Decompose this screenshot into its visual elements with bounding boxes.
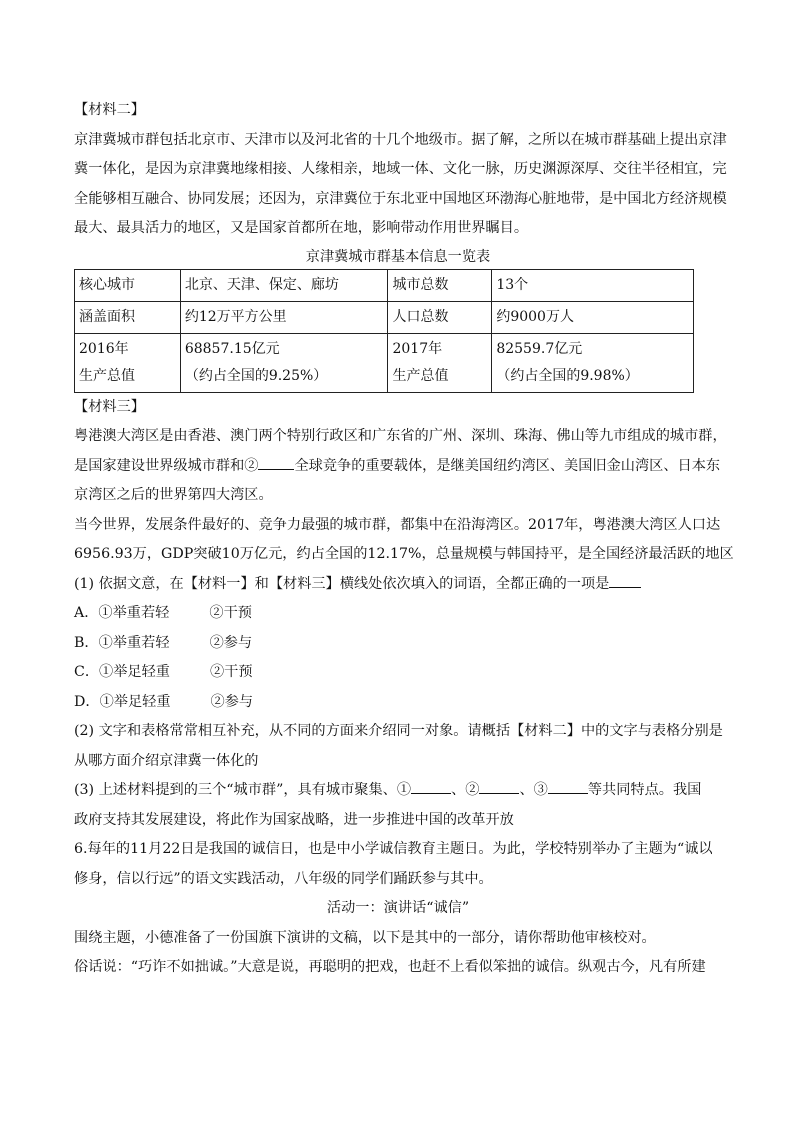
table-cell: 城市总数	[388, 269, 492, 301]
material-three-line	[74, 452, 722, 482]
option-a[interactable]	[74, 599, 722, 629]
text-span: 是国家建设世界级城市群和②	[74, 457, 259, 474]
material-two-heading: 【材料二】	[74, 102, 145, 118]
activity-title: 活动一：演讲话“诚信”	[326, 900, 470, 916]
table-row	[75, 269, 694, 301]
question-text: 、②	[451, 782, 480, 798]
cell-line: （约占全国的9.25%）	[184, 367, 328, 384]
table-row	[75, 301, 694, 333]
material-two-line: 最大、最具活力的地区，又是国家首都所在地，影响带动作用世界瞩目。	[74, 220, 529, 236]
activity-line: 俗话说：“巧诈不如拙诚。”大意是说，再聪明的把戏，也赶不上看似笨拙的诚信。纵观古今，凡有所建	[74, 959, 706, 975]
cell-line: 2016年	[79, 340, 129, 357]
option-b[interactable]	[74, 629, 722, 659]
cell-line: 82559.7亿元	[496, 340, 583, 357]
table-row	[75, 333, 694, 392]
option-label: B．①举重若轻	[74, 634, 170, 651]
option-label: ②干预	[209, 664, 253, 680]
option-label: C．①举足轻重	[74, 664, 170, 680]
table-cell: 约12万平方公里	[180, 301, 388, 333]
question-six-line: 6.每年的11月22日是我国的诚信日，也是中小学诚信教育主题日。为此，学校特别举办了主题为“诚以	[74, 841, 713, 857]
cell-line: 2017年	[392, 340, 443, 357]
option-d[interactable]	[74, 688, 722, 718]
question-text: (1) 依据文意，在【材料一】和【材料三】横线处依次填入的词语，全都正确的一项是	[74, 575, 610, 592]
cell-line: （约占全国的9.98%）	[496, 367, 639, 384]
answer-blank[interactable]	[609, 573, 641, 588]
question-text: (3) 上述材料提到的三个“城市群”，具有城市聚集、①	[74, 782, 412, 798]
material-three-line: 京湾区之后的世界第四大湾区。	[74, 487, 273, 503]
material-three-line: 6956.93万，GDP突破10万亿元，约占全国的12.17%，总量规模与韩国持平，是全国经济最活跃的地区	[74, 546, 734, 562]
option-c[interactable]	[74, 658, 722, 688]
option-label: ②参与	[210, 693, 254, 710]
table-cell: 人口总数	[388, 301, 492, 333]
cell-line: 生产总值	[79, 367, 135, 384]
table-cell: 核心城市	[75, 269, 181, 301]
question-text: 等共同特点。我国	[587, 782, 702, 798]
option-label: ②参与	[209, 634, 253, 651]
cell-line: 生产总值	[392, 367, 449, 384]
table-cell	[75, 333, 181, 392]
answer-blank[interactable]	[548, 779, 588, 794]
info-table	[74, 269, 694, 393]
text-span: 全球竞争的重要载体，是继美国纽约湾区、美国旧金山湾区、日本东	[294, 457, 721, 474]
question-six-line: 修身，信以行远”的语文实践活动，八年级的同学们踊跃参与其中。	[74, 870, 493, 887]
table-cell	[492, 333, 694, 392]
material-two-line: 京津冀城市群包括北京市、天津市以及河北省的十几个地级市。据了解，之所以在城市群基础上提出京津	[74, 131, 727, 148]
activity-line: 围绕主题，小德准备了一份国旗下演讲的文稿，以下是其中的一部分，请你帮助他审核校对。	[74, 929, 656, 946]
document-page	[74, 96, 734, 983]
table-cell: 涵盖面积	[75, 301, 181, 333]
table-cell: 13个	[492, 269, 694, 301]
option-label: D．①举足轻重	[74, 693, 171, 710]
answer-blank[interactable]	[479, 779, 519, 794]
question-two-line: 从哪方面介绍京津冀一体化的	[74, 752, 259, 769]
material-three-line: 当今世界，发展条件最好的、竞争力最强的城市群，都集中在沿海湾区。2017年，粤港澳大湾区人口达	[74, 516, 721, 533]
table-cell	[388, 333, 492, 392]
material-three-heading: 【材料三】	[74, 398, 145, 415]
question-three-line: 政府支持其发展建设，将此作为国家战略，进一步推进中国的改革开放	[74, 811, 514, 828]
question-two-line: (2) 文字和表格常常相互补充，从不同的方面来介绍同一对象。请概括【材料二】中的文字与表格分别是	[74, 723, 723, 739]
table-cell	[180, 333, 388, 392]
option-label: ②干预	[209, 605, 252, 621]
question-text: 、③	[519, 782, 548, 798]
table-cell: 北京、天津、保定、廊坊	[180, 269, 388, 301]
question-three-line	[74, 776, 722, 806]
material-three-line: 粤港澳大湾区是由香港、澳门两个特别行政区和广东省的广州、深圳、珠海、佛山等九市组成的城市群，	[74, 428, 727, 444]
material-two-line: 冀一体化，是因为京津冀地缘相接、人缘相亲，地域一体、文化一脉，历史渊源深厚、交往半径相宜，完	[74, 161, 727, 177]
material-two-line: 全能够相互融合、协同发展；还因为，京津冀位于东北亚中国地区环渤海心脏地带，是中国北方经济规模	[74, 190, 727, 207]
table-cell: 约9000万人	[492, 301, 694, 333]
answer-blank[interactable]	[258, 455, 294, 470]
table-caption: 京津冀城市群基本信息一览表	[305, 248, 491, 265]
answer-blank[interactable]	[411, 779, 451, 794]
option-label: A．①举重若轻	[74, 605, 170, 621]
cell-line: 68857.15亿元	[184, 340, 280, 357]
question-one	[74, 570, 722, 600]
